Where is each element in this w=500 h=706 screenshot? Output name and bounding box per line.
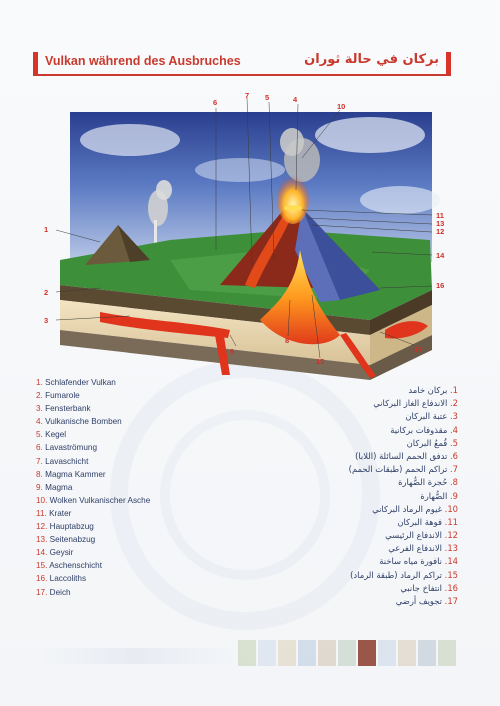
footer-faded-images <box>36 648 236 664</box>
label-11: 11 <box>436 211 444 220</box>
label-12: 12 <box>436 227 445 236</box>
legend-number: 8. <box>36 469 43 479</box>
legend-text: Aschenschicht <box>49 561 103 571</box>
legend-text: Magma Kammer <box>45 469 106 479</box>
legend-number: 3. <box>449 411 458 422</box>
fumarole-steam <box>156 180 172 200</box>
label-1: 1 <box>44 225 49 234</box>
page-header <box>33 50 451 76</box>
legend-item <box>258 450 458 463</box>
legend-number: 2. <box>36 391 43 401</box>
legend-text: Vulkanische Bomben <box>45 417 122 427</box>
legend-item <box>36 572 236 585</box>
footer-thumb-volcano <box>358 640 376 666</box>
legend-item <box>258 503 458 516</box>
legend-number: 10. <box>444 503 458 514</box>
legend-number: 15. <box>36 561 48 571</box>
label-16: 16 <box>436 281 445 290</box>
legend-number: 5. <box>36 430 43 440</box>
cloud <box>315 117 425 153</box>
legend-number: 4. <box>36 417 43 427</box>
footer-thumb <box>238 640 256 666</box>
legend-item <box>258 490 458 503</box>
legend-item <box>258 555 458 568</box>
legend-number: 9. <box>36 482 43 492</box>
footer-thumb <box>318 640 336 666</box>
legend-text: فوهة البركان <box>397 516 442 527</box>
legend-number: 12. <box>36 522 48 532</box>
legend-text: Seitenabzug <box>49 535 96 545</box>
legend-item <box>258 397 458 410</box>
legend-item <box>258 595 458 608</box>
legend-arabic <box>258 384 458 608</box>
legend-text: مقذوفات بركانية <box>390 424 448 435</box>
legend-item <box>258 569 458 582</box>
legend-number: 16. <box>36 574 48 584</box>
legend-number: 17. <box>36 587 48 597</box>
legend-number: 15. <box>444 569 458 580</box>
legend-number: 1. <box>449 385 458 395</box>
legend-german <box>36 376 236 599</box>
legend-item <box>36 468 236 481</box>
label-10: 10 <box>337 102 346 111</box>
legend-text: غيوم الرماد البركاني <box>372 503 442 514</box>
legend-text: Fensterbank <box>45 404 91 414</box>
legend-item <box>36 428 236 441</box>
label-14: 14 <box>436 251 445 260</box>
legend-text: انتفاخ جانبي <box>400 582 442 593</box>
legend-number: 13. <box>444 543 458 554</box>
title-german: Vulkan während des Ausbruches <box>45 54 241 68</box>
crater-fire <box>277 176 309 224</box>
legend-item <box>258 476 458 489</box>
footer-thumb <box>378 640 396 666</box>
legend-item <box>36 494 236 507</box>
legend-item <box>36 533 236 546</box>
label-3: 3 <box>44 316 49 325</box>
footer-thumb <box>418 640 436 666</box>
legend-item <box>258 542 458 555</box>
footer-image-strip <box>238 640 458 666</box>
legend-text: Schlafender Vulkan <box>45 378 116 387</box>
cloud <box>360 186 440 214</box>
legend-number: 6. <box>36 443 43 453</box>
legend-item <box>258 384 458 397</box>
label-13: 13 <box>436 219 445 228</box>
legend-number: 7. <box>449 464 458 475</box>
legend-text: Kegel <box>45 430 67 440</box>
legend-item <box>36 520 236 533</box>
header-accent-right <box>446 52 451 74</box>
label-8: 8 <box>285 336 290 345</box>
legend-text: Hauptabzug <box>49 522 94 532</box>
legend-number: 1. <box>36 378 43 387</box>
header-accent-left <box>33 52 38 74</box>
label-5: 5 <box>265 93 270 102</box>
legend-number: 11. <box>444 516 458 527</box>
legend-item <box>36 455 236 468</box>
legend-item <box>36 415 236 428</box>
legend-text: عتبة البركان <box>405 411 448 422</box>
label-17: 17 <box>414 345 423 354</box>
legend-text: الاندفاع الرئيسي <box>385 530 442 541</box>
legend-number: 3. <box>36 404 43 414</box>
legend-item <box>258 410 458 423</box>
legend-number: 9. <box>449 490 458 501</box>
legend-item <box>258 529 458 542</box>
legend-text: حُجرة الصُّهارة <box>398 477 448 488</box>
legend-text: Magma <box>45 482 73 492</box>
ash-cloud <box>280 128 304 156</box>
volcano-diagram <box>40 90 460 380</box>
legend-item <box>258 463 458 476</box>
legend-number: 14. <box>444 556 458 567</box>
label-6: 6 <box>213 98 218 107</box>
legend-item <box>36 546 236 559</box>
legend-number: 16. <box>444 582 458 593</box>
legend-text: Fumarole <box>45 391 80 401</box>
crater <box>284 205 302 211</box>
legend-number: 2. <box>449 398 458 409</box>
legend-text: Laccoliths <box>49 574 87 584</box>
legend-text: الصُّهارة <box>420 490 448 501</box>
legend-text: تجويف أرضي <box>395 596 442 606</box>
legend-item <box>36 441 236 454</box>
legend-text: Deich <box>49 587 71 597</box>
legend-text: Geysir <box>49 548 74 558</box>
legend-item <box>258 424 458 437</box>
legend-text: بركان خامد <box>408 385 448 395</box>
legend-number: 11. <box>36 508 47 518</box>
cloud <box>80 124 180 156</box>
legend-text: Krater <box>49 508 72 518</box>
legend-text: تدفق الحمم السائلة (اللابا) <box>355 450 448 461</box>
footer-thumb <box>338 640 356 666</box>
legend-item <box>258 582 458 595</box>
legend-text: Lavaschicht <box>45 456 89 466</box>
legend-number: 6. <box>449 450 458 461</box>
legend-item <box>36 376 236 389</box>
volcano-cross-section <box>40 90 460 380</box>
legend-text: الاندفاع الفرعي <box>388 543 442 554</box>
footer-thumb <box>398 640 416 666</box>
legend-item <box>36 402 236 415</box>
legend-text: الاندفاع الغاز البركاني <box>373 398 448 409</box>
legend-text: تراكم الحمم (طبقات الحمم) <box>348 464 448 475</box>
legend-text: قُمعُ البركان <box>406 437 448 448</box>
footer-thumb <box>258 640 276 666</box>
legend-text: Lavaströmung <box>45 443 98 453</box>
label-7: 7 <box>245 91 250 100</box>
label-9: 9 <box>230 347 235 356</box>
footer-thumb <box>278 640 296 666</box>
legend-number: 4. <box>449 424 458 435</box>
footer-thumb <box>298 640 316 666</box>
label-4: 4 <box>293 95 298 104</box>
legend-number: 8. <box>449 477 458 488</box>
footer-thumb <box>438 640 456 666</box>
legend-item <box>36 559 236 572</box>
legend-item <box>36 586 236 599</box>
label-2: 2 <box>44 288 49 297</box>
legend-item <box>258 437 458 450</box>
legend-number: 13. <box>36 535 48 545</box>
legend-number: 12. <box>444 530 458 541</box>
legend-number: 14. <box>36 548 48 558</box>
legend-item <box>36 389 236 402</box>
legend-text: نافورة مياه ساخنة <box>379 556 442 567</box>
legend-number: 7. <box>36 456 43 466</box>
legend-item <box>36 507 236 520</box>
legend-number: 17. <box>444 596 458 606</box>
legend-number: 10. <box>36 495 48 505</box>
legend-item <box>36 481 236 494</box>
legend-text: تراكم الرماد (طبقة الرماد) <box>350 569 442 580</box>
title-arabic: بركان في حالة ثوران <box>304 52 439 67</box>
legend-number: 5. <box>449 437 458 448</box>
label-15: 15 <box>316 357 325 366</box>
legend-text: Wolken Vulkanischer Asche <box>49 495 151 505</box>
legend-item <box>258 516 458 529</box>
